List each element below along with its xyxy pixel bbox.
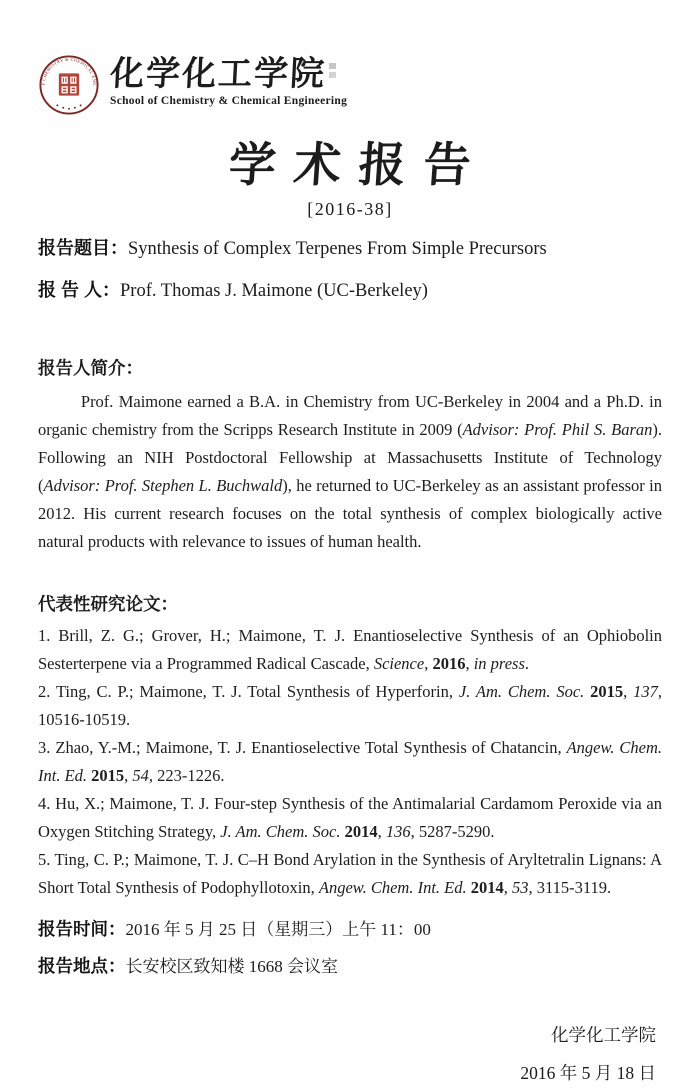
issue-number: [2016-38] bbox=[307, 199, 393, 219]
school-logo bbox=[38, 54, 662, 116]
venue-label: 报告地点： bbox=[38, 956, 126, 976]
school-name-cn: 化学化工学院 bbox=[109, 56, 327, 93]
speaker-label: 报 告 人： bbox=[38, 280, 121, 300]
venue-line bbox=[38, 953, 662, 980]
footer-signature: 化学化工学院 bbox=[551, 1025, 656, 1045]
publication-list bbox=[38, 622, 662, 902]
calligrapher-mark-icon bbox=[329, 63, 337, 79]
publication-item: 3. Zhao, Y.-M.; Maimone, T. J. Enantioselective Total Synthesis of Chatancin, Angew. Chem. Int. Ed. 2015, 54, 223-1226. bbox=[38, 738, 662, 785]
publication-item: 5. Ting, C. P.; Maimone, T. J. C–H Bond Arylation in the Synthesis of Aryltetralin Lignans: A Short Total Synthesis of Podophyllotoxin, Angew. Chem. Int. Ed. 2014, 53, 3115-3119. bbox=[38, 850, 662, 897]
venue-value: 长安校区致知楼 1668 会议室 bbox=[125, 957, 338, 976]
footer-block bbox=[38, 1016, 662, 1092]
publication-item: 2. Ting, C. P.; Maimone, T. J. Total Synthesis of Hyperforin, J. Am. Chem. Soc. 2015, 137, 10516-10519. bbox=[38, 682, 663, 729]
document-page bbox=[0, 54, 700, 1092]
footer-date: 2016 年 5 月 18 日 bbox=[520, 1063, 656, 1083]
time-label: 报告时间： bbox=[38, 919, 126, 939]
publication-item: 4. Hu, X.; Maimone, T. J. Four-step Synthesis of the Antimalarial Cardamom Peroxide via an Oxygen Stitching Strategy, J. Am. Chem. Soc. 2014, 136, 5287-5290. bbox=[38, 794, 662, 841]
bio-heading: 报告人简介： bbox=[38, 358, 143, 378]
time-value: 2016 年 5 月 25 日（星期三）上午 11：00 bbox=[125, 920, 431, 939]
topic-label: 报告题目： bbox=[38, 238, 128, 258]
svg-text:SCHOOL OF CHEMISTRY & CHEMICAL: F CHEMISTRY & CHEMICAL ENG bbox=[40, 56, 98, 87]
document-title: 学术报告 bbox=[227, 140, 491, 192]
topic-value: Synthesis of Complex Terpenes From Simple Precursors bbox=[128, 239, 547, 259]
publication-item: 1. Brill, Z. G.; Grover, H.; Maimone, T. J. Enantioselective Synthesis of an Ophiobolin Sesterterpene via a Programmed Radical Cascade, Science, 2016, in press. bbox=[38, 626, 662, 673]
publications-heading: 代表性研究论文： bbox=[38, 594, 178, 614]
schedule-block bbox=[38, 916, 662, 980]
school-name-en: School of Chemistry & Chemical Engineering bbox=[110, 95, 348, 108]
bio-paragraph: Prof. Maimone earned a B.A. in Chemistry from UC-Berkeley in 2004 and a Ph.D. in organic chemistry from the Scripps Research Institute in 2009 (Advisor: Prof. Phil S. Baran). Following an NIH Postdoctoral Fellowship at Massachusetts Institute of Technology (Advisor: Prof. Stephen L. Buchwald), he returned to UC-Berkeley as an assistant professor in 2012. His current research focuses on the total synthesis of complex biologically active natural products with relevance to issues of human health. bbox=[38, 392, 663, 551]
topic-line bbox=[38, 236, 662, 262]
seal-svg bbox=[38, 54, 100, 116]
school-seal-icon bbox=[38, 54, 100, 116]
logo-text bbox=[110, 54, 347, 107]
speaker-line bbox=[38, 278, 662, 304]
time-line bbox=[38, 916, 662, 943]
speaker-value: Prof. Thomas J. Maimone (UC-Berkeley) bbox=[120, 281, 428, 301]
